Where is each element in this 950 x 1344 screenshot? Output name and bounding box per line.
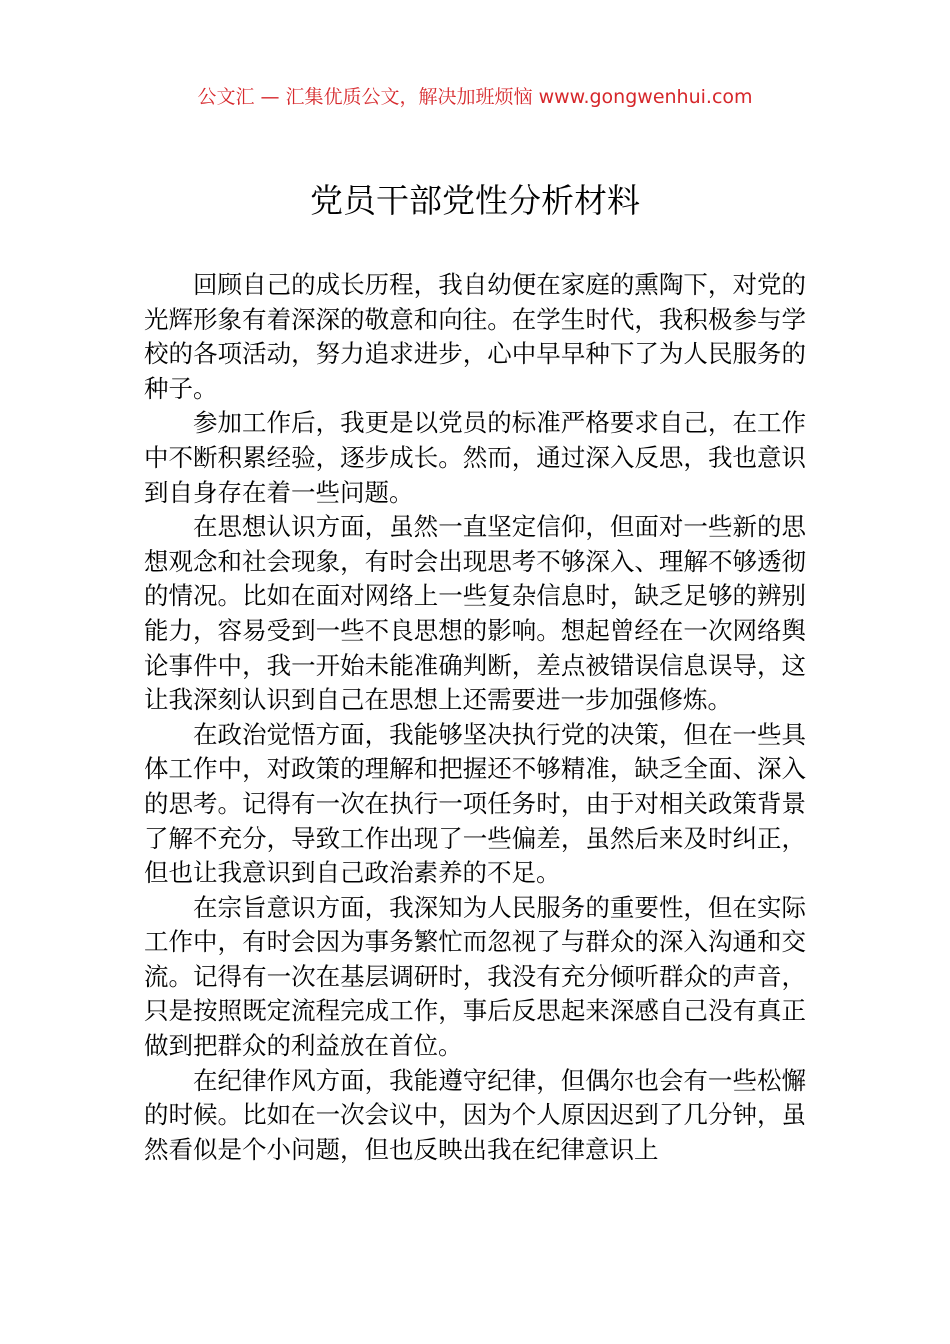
paragraph-6: 在纪律作风方面，我能遵守纪律，但偶尔也会有一些松懈的时候。比如在一次会议中，因为个人原因迟到了几分钟，虽然看似是个小问题，但也反映出我在纪律意识上 — [144, 1065, 806, 1164]
header-website-link[interactable]: 公文汇 — 汇集优质公文，解决加班烦恼 www.gongwenhui.com — [197, 86, 753, 108]
paragraph-1: 回顾自己的成长历程，我自幼便在家庭的熏陶下，对党的光辉形象有着深深的敬意和向往。在学生时代，我积极参与学校的各项活动，努力追求进步，心中早早种下了为人民服务的种子。 — [144, 270, 806, 403]
paragraph-5: 在宗旨意识方面，我深知为人民服务的重要性，但在实际工作中，有时会因为事务繁忙而忽视了与群众的深入沟通和交流。记得有一次在基层调研时，我没有充分倾听群众的声音，只是按照既定流程完成工作，事后反思起来深感自己没有真正做到把群众的利益放在首位。 — [144, 892, 806, 1061]
paragraph-3: 在思想认识方面，虽然一直坚定信仰，但面对一些新的思想观念和社会现象，有时会出现思考不够深入、理解不够透彻的情况。比如在面对网络上一些复杂信息时，缺乏足够的辨别能力，容易受到一些不良思想的影响。想起曾经在一次网络舆论事件中，我一开始未能准确判断，差点被错误信息误导，这让我深刻认识到自己在思想上还需要进一步加强修炼。 — [144, 512, 806, 715]
document-body — [144, 268, 806, 1167]
document-title: 党员干部党性分析材料 — [310, 181, 640, 220]
paragraph-4: 在政治觉悟方面，我能够坚决执行党的决策，但在一些具体工作中，对政策的理解和把握还不够精准，缺乏全面、深入的思考。记得有一次在执行一项任务时，由于对相关政策背景了解不充分，导致工作出现了一些偏差，虽然后来及时纠正，但也让我意识到自己政治素养的不足。 — [144, 719, 806, 888]
paragraph-2: 参加工作后，我更是以党员的标准严格要求自己，在工作中不断积累经验，逐步成长。然而，通过深入反思，我也意识到自身存在着一些问题。 — [144, 408, 806, 507]
